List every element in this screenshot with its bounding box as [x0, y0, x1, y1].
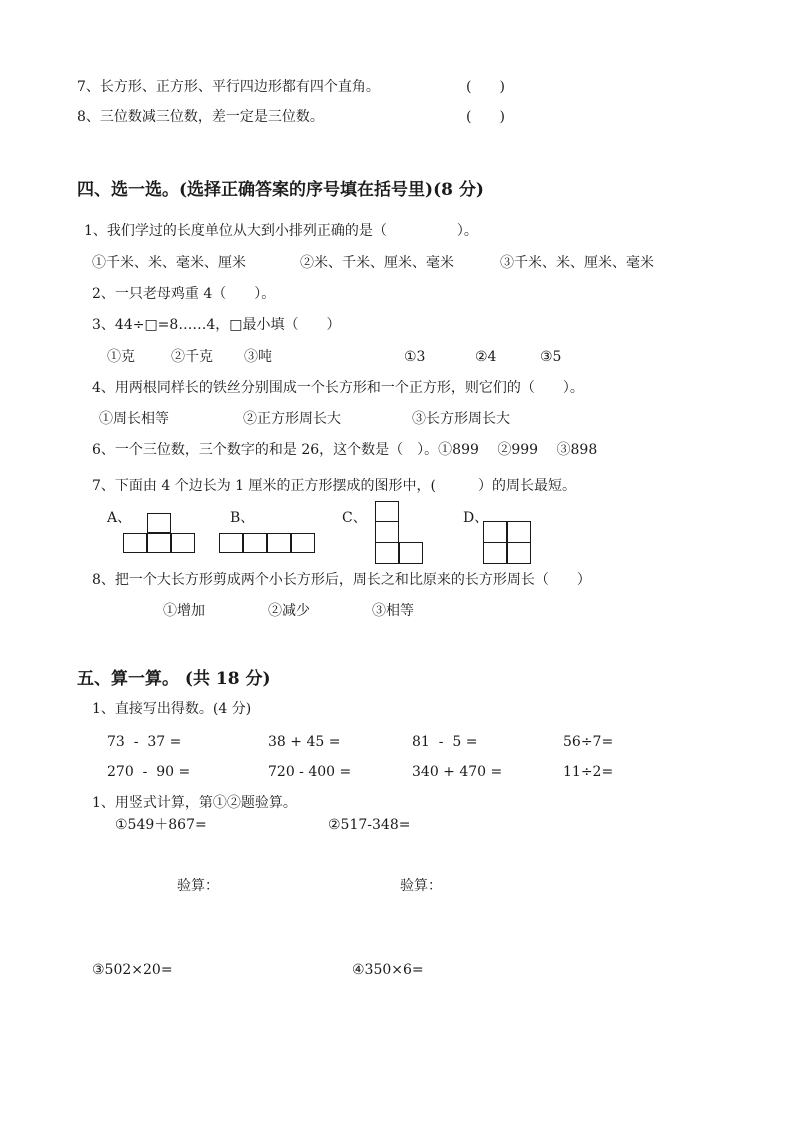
q3-option-1[interactable]: ①3 — [404, 349, 426, 365]
vertical-calc-3[interactable]: ③502×20= — [92, 962, 173, 978]
vertical-calc-2[interactable]: ②517-348= — [328, 817, 411, 833]
figure-b-square — [219, 533, 243, 553]
q8-option-3[interactable]: ③相等 — [372, 603, 414, 619]
q2-option-2[interactable]: ②千克 — [171, 349, 213, 365]
figure-c[interactable] — [375, 501, 424, 564]
figure-c-square — [375, 521, 399, 543]
judge-item-8: 8、三位数减三位数，差一定是三位数。 — [77, 109, 324, 125]
figure-a-square — [171, 533, 195, 553]
figure-a-square — [123, 533, 147, 553]
oral-calc-2[interactable]: 38 + 45 = — [268, 734, 341, 750]
oral-calc-3[interactable]: 81 - 5 = — [412, 734, 478, 750]
vertical-calc-4[interactable]: ④350×6= — [352, 962, 424, 978]
figure-d-square — [483, 542, 507, 564]
figure-d-square — [483, 521, 507, 543]
check-label-2: 验算： — [400, 878, 442, 894]
q8-option-1[interactable]: ①增加 — [163, 603, 205, 619]
judge-answer-blank-7[interactable]: ( ) — [466, 79, 505, 95]
oral-calc-6[interactable]: 720 - 400 = — [268, 764, 352, 780]
figure-a[interactable] — [123, 513, 196, 554]
q4-text: 4、用两根同样长的铁丝分别围成一个长方形和一个正方形，则它们的（ ）。 — [92, 380, 584, 396]
figure-c-square — [375, 542, 399, 564]
p1-text: 1、直接写出得数。(4 分) — [92, 701, 252, 717]
oral-calc-8[interactable]: 11÷2= — [563, 764, 614, 780]
q1-option-1[interactable]: ①千米、米、毫米、厘米 — [92, 255, 246, 271]
figure-d-square — [507, 542, 531, 564]
q8-option-2[interactable]: ②减少 — [268, 603, 310, 619]
section-5-title: 五、算一算。 (共 18 分) — [77, 669, 271, 689]
section-4-title: 四、选一选。(选择正确答案的序号填在括号里)(8 分) — [77, 180, 484, 200]
vertical-calc-1[interactable]: ①549＋867= — [115, 817, 207, 833]
q4-option-2[interactable]: ②正方形周长大 — [243, 411, 341, 427]
figure-d-label: D、 — [463, 510, 489, 526]
figure-d[interactable] — [483, 521, 532, 564]
q2-text: 2、一只老母鸡重 4（ ）。 — [92, 286, 276, 302]
oral-calc-4[interactable]: 56÷7= — [563, 734, 614, 750]
figure-c-square — [375, 501, 399, 522]
q6-text: 6、一个三位数，三个数字的和是 26，这个数是（ ）。①899 ②999 ③898 — [92, 442, 598, 458]
q1-option-3[interactable]: ③千米、米、厘米、毫米 — [500, 255, 654, 271]
q1-text: 1、我们学过的长度单位从大到小排列正确的是（ ）。 — [84, 223, 478, 239]
judge-answer-blank-8[interactable]: ( ) — [466, 109, 505, 125]
oral-calc-5[interactable]: 270 - 90 = — [107, 764, 191, 780]
figure-a-square — [147, 533, 171, 553]
q4-option-3[interactable]: ③长方形周长大 — [412, 411, 510, 427]
judge-item-7: 7、长方形、正方形、平行四边形都有四个直角。 — [77, 79, 380, 95]
oral-calc-1[interactable]: 73 - 37 = — [107, 734, 182, 750]
figure-c-label: C、 — [342, 510, 367, 526]
q2-option-3[interactable]: ③吨 — [244, 349, 272, 365]
figure-b-square — [267, 533, 291, 553]
q2-option-1[interactable]: ①克 — [107, 349, 135, 365]
q3-option-2[interactable]: ②4 — [475, 349, 497, 365]
figure-b-square — [291, 533, 315, 553]
figure-b[interactable] — [219, 533, 316, 554]
q3-option-3[interactable]: ③5 — [540, 349, 562, 365]
check-label-1: 验算： — [177, 878, 219, 894]
figure-a-label: A、 — [107, 510, 132, 526]
figure-c-square — [399, 542, 423, 564]
figure-d-square — [507, 521, 531, 543]
figure-b-square — [243, 533, 267, 553]
figure-b-label: B、 — [230, 510, 255, 526]
q4-option-1[interactable]: ①周长相等 — [99, 411, 169, 427]
q1-option-2[interactable]: ②米、千米、厘米、毫米 — [300, 255, 454, 271]
figure-a-square — [147, 513, 171, 533]
q7-text: 7、下面由 4 个边长为 1 厘米的正方形摆成的图形中，( ）的周长最短。 — [92, 478, 576, 494]
q3-text: 3、44÷□=8……4，□最小填（ ） — [92, 317, 341, 333]
p2-text: 1、用竖式计算，第①②题验算。 — [92, 795, 297, 811]
oral-calc-7[interactable]: 340 + 470 = — [412, 764, 503, 780]
q8-text: 8、把一个大长方形剪成两个小长方形后，周长之和比原来的长方形周长（ ） — [92, 572, 591, 588]
